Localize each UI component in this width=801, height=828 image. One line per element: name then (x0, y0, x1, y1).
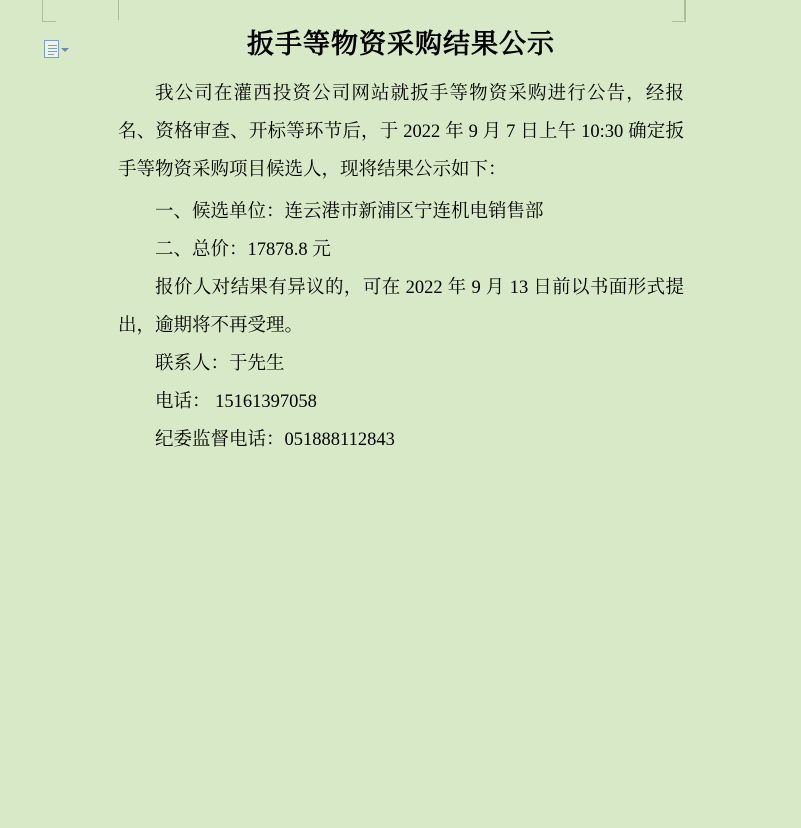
paragraph-total-price: 二、总价：17878.8 元 (155, 240, 331, 260)
chevron-down-icon[interactable] (61, 48, 69, 52)
document-icon[interactable] (44, 40, 66, 60)
paragraph-phone: 电话： 15161397058 (155, 392, 317, 412)
document-icon-line (48, 45, 57, 46)
document-icon-sheet (44, 40, 59, 58)
paragraph-intro: 我公司在灌西投资公司网站就扳手等物资采购进行公告，经报名、资格审查、开标等环节后，于 2022 年 9 月 7 日上午 10:30 确定扳手等物资采购项目候选人，现将结果公示如下： (118, 84, 684, 180)
document-icon-line (48, 51, 57, 52)
page-title: 扳手等物资采购结果公示 (247, 29, 555, 59)
document-icon-line (48, 54, 54, 55)
paragraph-objection-notice: 报价人对结果有异议的，可在 2022 年 9 月 13 日前以书面形式提出，逾期将不再受理。 (118, 278, 684, 336)
document-icon-line (48, 48, 57, 49)
paragraph-candidate-unit: 一、候选单位：连云港市新浦区宁连机电销售部 (155, 202, 544, 222)
crop-mark-top-right-vertical (685, 0, 686, 22)
crop-mark-top-left-horizontal (42, 21, 56, 22)
crop-mark-top-left-vertical (42, 0, 43, 22)
document-body (118, 22, 684, 459)
paragraph-contact-person: 联系人：于先生 (155, 354, 285, 374)
crop-mark-top-inner-left (118, 0, 119, 20)
paragraph-supervision-phone: 纪委监督电话：051888112843 (155, 430, 395, 450)
